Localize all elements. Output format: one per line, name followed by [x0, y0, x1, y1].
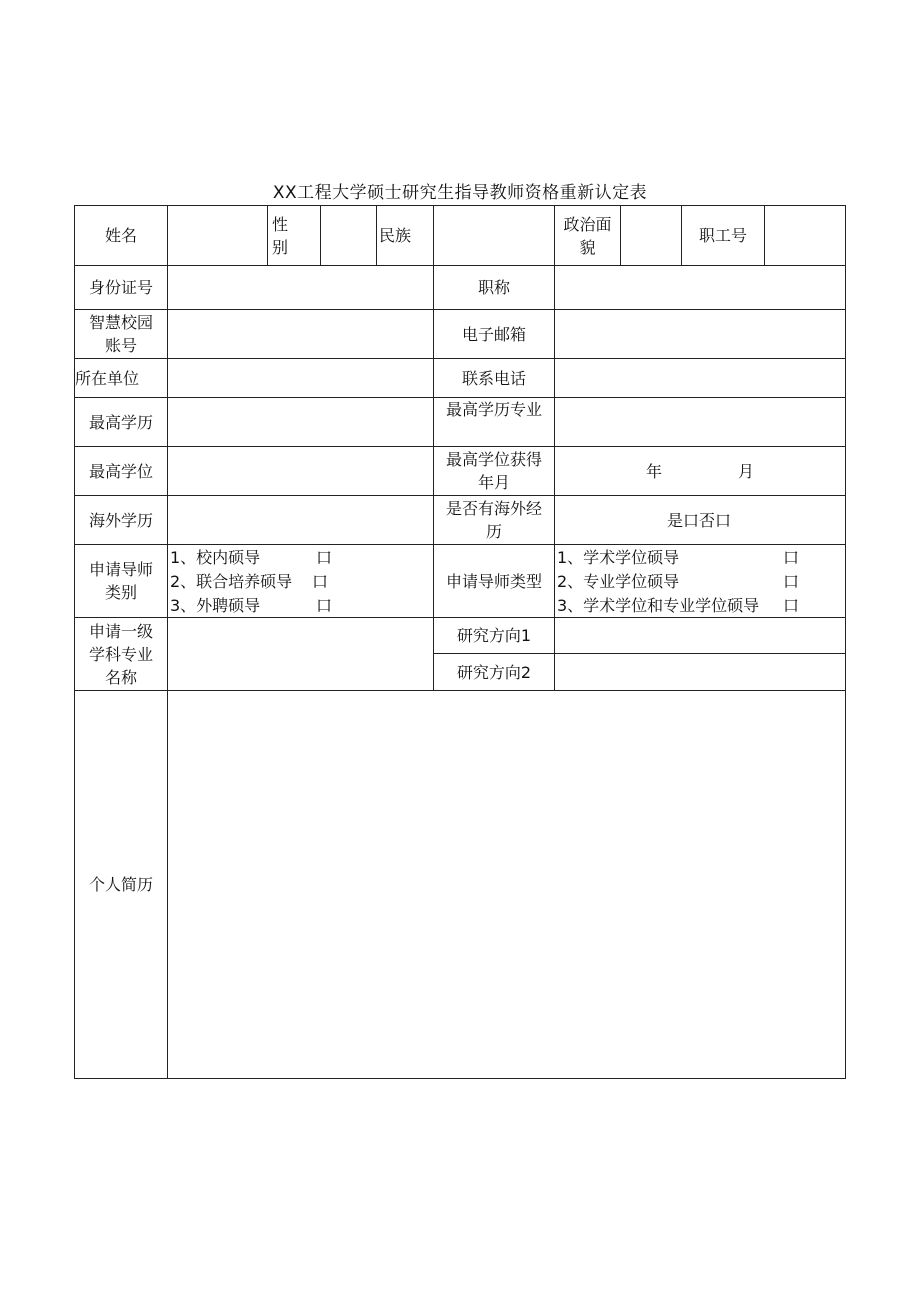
label-highest-edu	[74, 397, 168, 447]
label-degree-date-line1: 最高学位获得	[445, 450, 542, 469]
overseas-exp-choice-text: 是口否口	[666, 510, 731, 530]
label-highest-degree	[74, 446, 168, 496]
label-research-2	[433, 653, 555, 691]
label-overseas-edu-text: 海外学历	[88, 510, 153, 530]
label-job-title	[433, 265, 555, 310]
label-political-line1: 政治面	[563, 214, 612, 234]
highest-edu-major-field[interactable]	[554, 397, 846, 447]
year-label: 年	[646, 461, 663, 481]
phone-field[interactable]	[554, 358, 846, 398]
label-highest-edu-major	[433, 397, 555, 447]
label-resume	[74, 690, 168, 1079]
label-campus-account-line1: 智慧校园	[88, 313, 153, 332]
label-degree-date-line2: 年月	[477, 473, 510, 492]
checkbox-icon[interactable]: 口	[783, 596, 800, 615]
label-gender-line1: 性	[272, 214, 289, 234]
label-discipline-line3: 名称	[104, 667, 137, 687]
overseas-exp-choice[interactable]	[554, 495, 846, 545]
label-highest-degree-text: 最高学位	[88, 461, 153, 481]
label-research-1	[433, 617, 555, 654]
label-campus-account	[74, 309, 168, 359]
label-overseas-exp-line2: 历	[485, 522, 502, 541]
job-title-field[interactable]	[554, 265, 846, 310]
label-discipline-line1: 申请一级	[88, 621, 153, 641]
label-political-line2: 貌	[579, 237, 596, 257]
category-option[interactable]	[170, 546, 431, 570]
resume-field[interactable]	[167, 690, 846, 1079]
ethnicity-field[interactable]	[433, 205, 555, 266]
label-overseas-exp-line1: 是否有海外经	[445, 499, 542, 518]
checkbox-icon[interactable]: 口	[783, 548, 800, 567]
category-option-label: 3、外聘硕导	[170, 596, 261, 615]
campus-account-field[interactable]	[167, 309, 434, 359]
label-highest-edu-text: 最高学历	[88, 412, 153, 432]
label-ethnicity-text: 民族	[379, 226, 412, 245]
label-research-2-text: 研究方向2	[456, 662, 532, 682]
apply-type-options	[554, 544, 846, 618]
label-apply-category-line1: 申请导师	[88, 560, 153, 579]
type-option[interactable]	[557, 546, 843, 570]
checkbox-icon[interactable]: 口	[312, 572, 329, 591]
label-research-1-text: 研究方向1	[456, 626, 532, 645]
label-overseas-edu	[74, 495, 168, 545]
label-id-card-text: 身份证号	[88, 278, 153, 297]
degree-date-field[interactable]	[554, 446, 846, 496]
month-label: 月	[738, 461, 755, 481]
label-gender	[267, 205, 321, 266]
type-option[interactable]	[557, 594, 843, 618]
type-option-label: 3、学术学位和专业学位硕导	[557, 596, 760, 615]
label-discipline-line2: 学科专业	[88, 644, 153, 664]
category-option[interactable]	[170, 570, 431, 594]
label-apply-category-line2: 类别	[104, 583, 137, 602]
staff-id-field[interactable]	[764, 205, 846, 266]
form-title: XX工程大学硕士研究生指导教师资格重新认定表	[272, 183, 648, 203]
label-phone	[433, 358, 555, 398]
category-option-label: 2、联合培养硕导	[170, 572, 293, 591]
label-campus-account-line2: 账号	[104, 336, 137, 355]
label-resume-text: 个人简历	[88, 875, 153, 894]
gender-field[interactable]	[320, 205, 377, 266]
label-email-text: 电子邮箱	[461, 324, 526, 344]
unit-field[interactable]	[167, 358, 434, 398]
label-gender-line2: 别	[272, 237, 289, 257]
name-field[interactable]	[167, 205, 268, 266]
label-political	[554, 205, 621, 266]
label-name-text: 姓名	[104, 226, 137, 245]
label-apply-category	[74, 544, 168, 618]
label-name	[74, 205, 168, 266]
label-ethnicity	[376, 205, 434, 266]
label-degree-date	[433, 446, 555, 496]
label-unit-text: 所在单位	[75, 368, 140, 388]
label-id-card	[74, 265, 168, 310]
political-field[interactable]	[620, 205, 682, 266]
highest-degree-field[interactable]	[167, 446, 434, 496]
highest-edu-field[interactable]	[167, 397, 434, 447]
label-overseas-exp	[433, 495, 555, 545]
label-unit	[74, 358, 168, 398]
checkbox-icon[interactable]: 口	[316, 596, 333, 615]
type-option[interactable]	[557, 570, 843, 594]
research-2-field[interactable]	[554, 653, 846, 691]
label-highest-edu-major-text: 最高学历专业	[445, 400, 542, 419]
checkbox-icon[interactable]: 口	[783, 572, 800, 591]
label-apply-type-text: 申请导师类型	[445, 571, 542, 591]
overseas-edu-field[interactable]	[167, 495, 434, 545]
category-option[interactable]	[170, 594, 431, 618]
discipline-field[interactable]	[167, 617, 434, 691]
label-phone-text: 联系电话	[461, 368, 526, 388]
checkbox-icon[interactable]: 口	[316, 548, 333, 567]
label-staff-id	[681, 205, 765, 266]
label-apply-type	[433, 544, 555, 618]
apply-category-options	[167, 544, 434, 618]
type-option-label: 1、学术学位硕导	[557, 548, 680, 567]
label-staff-id-text: 职工号	[698, 226, 747, 245]
label-discipline	[74, 617, 168, 691]
type-option-label: 2、专业学位硕导	[557, 572, 680, 591]
email-field[interactable]	[554, 309, 846, 359]
research-1-field[interactable]	[554, 617, 846, 654]
category-option-label: 1、校内硕导	[170, 548, 261, 567]
label-job-title-text: 职称	[477, 278, 510, 297]
id-card-field[interactable]	[167, 265, 434, 310]
label-email	[433, 309, 555, 359]
